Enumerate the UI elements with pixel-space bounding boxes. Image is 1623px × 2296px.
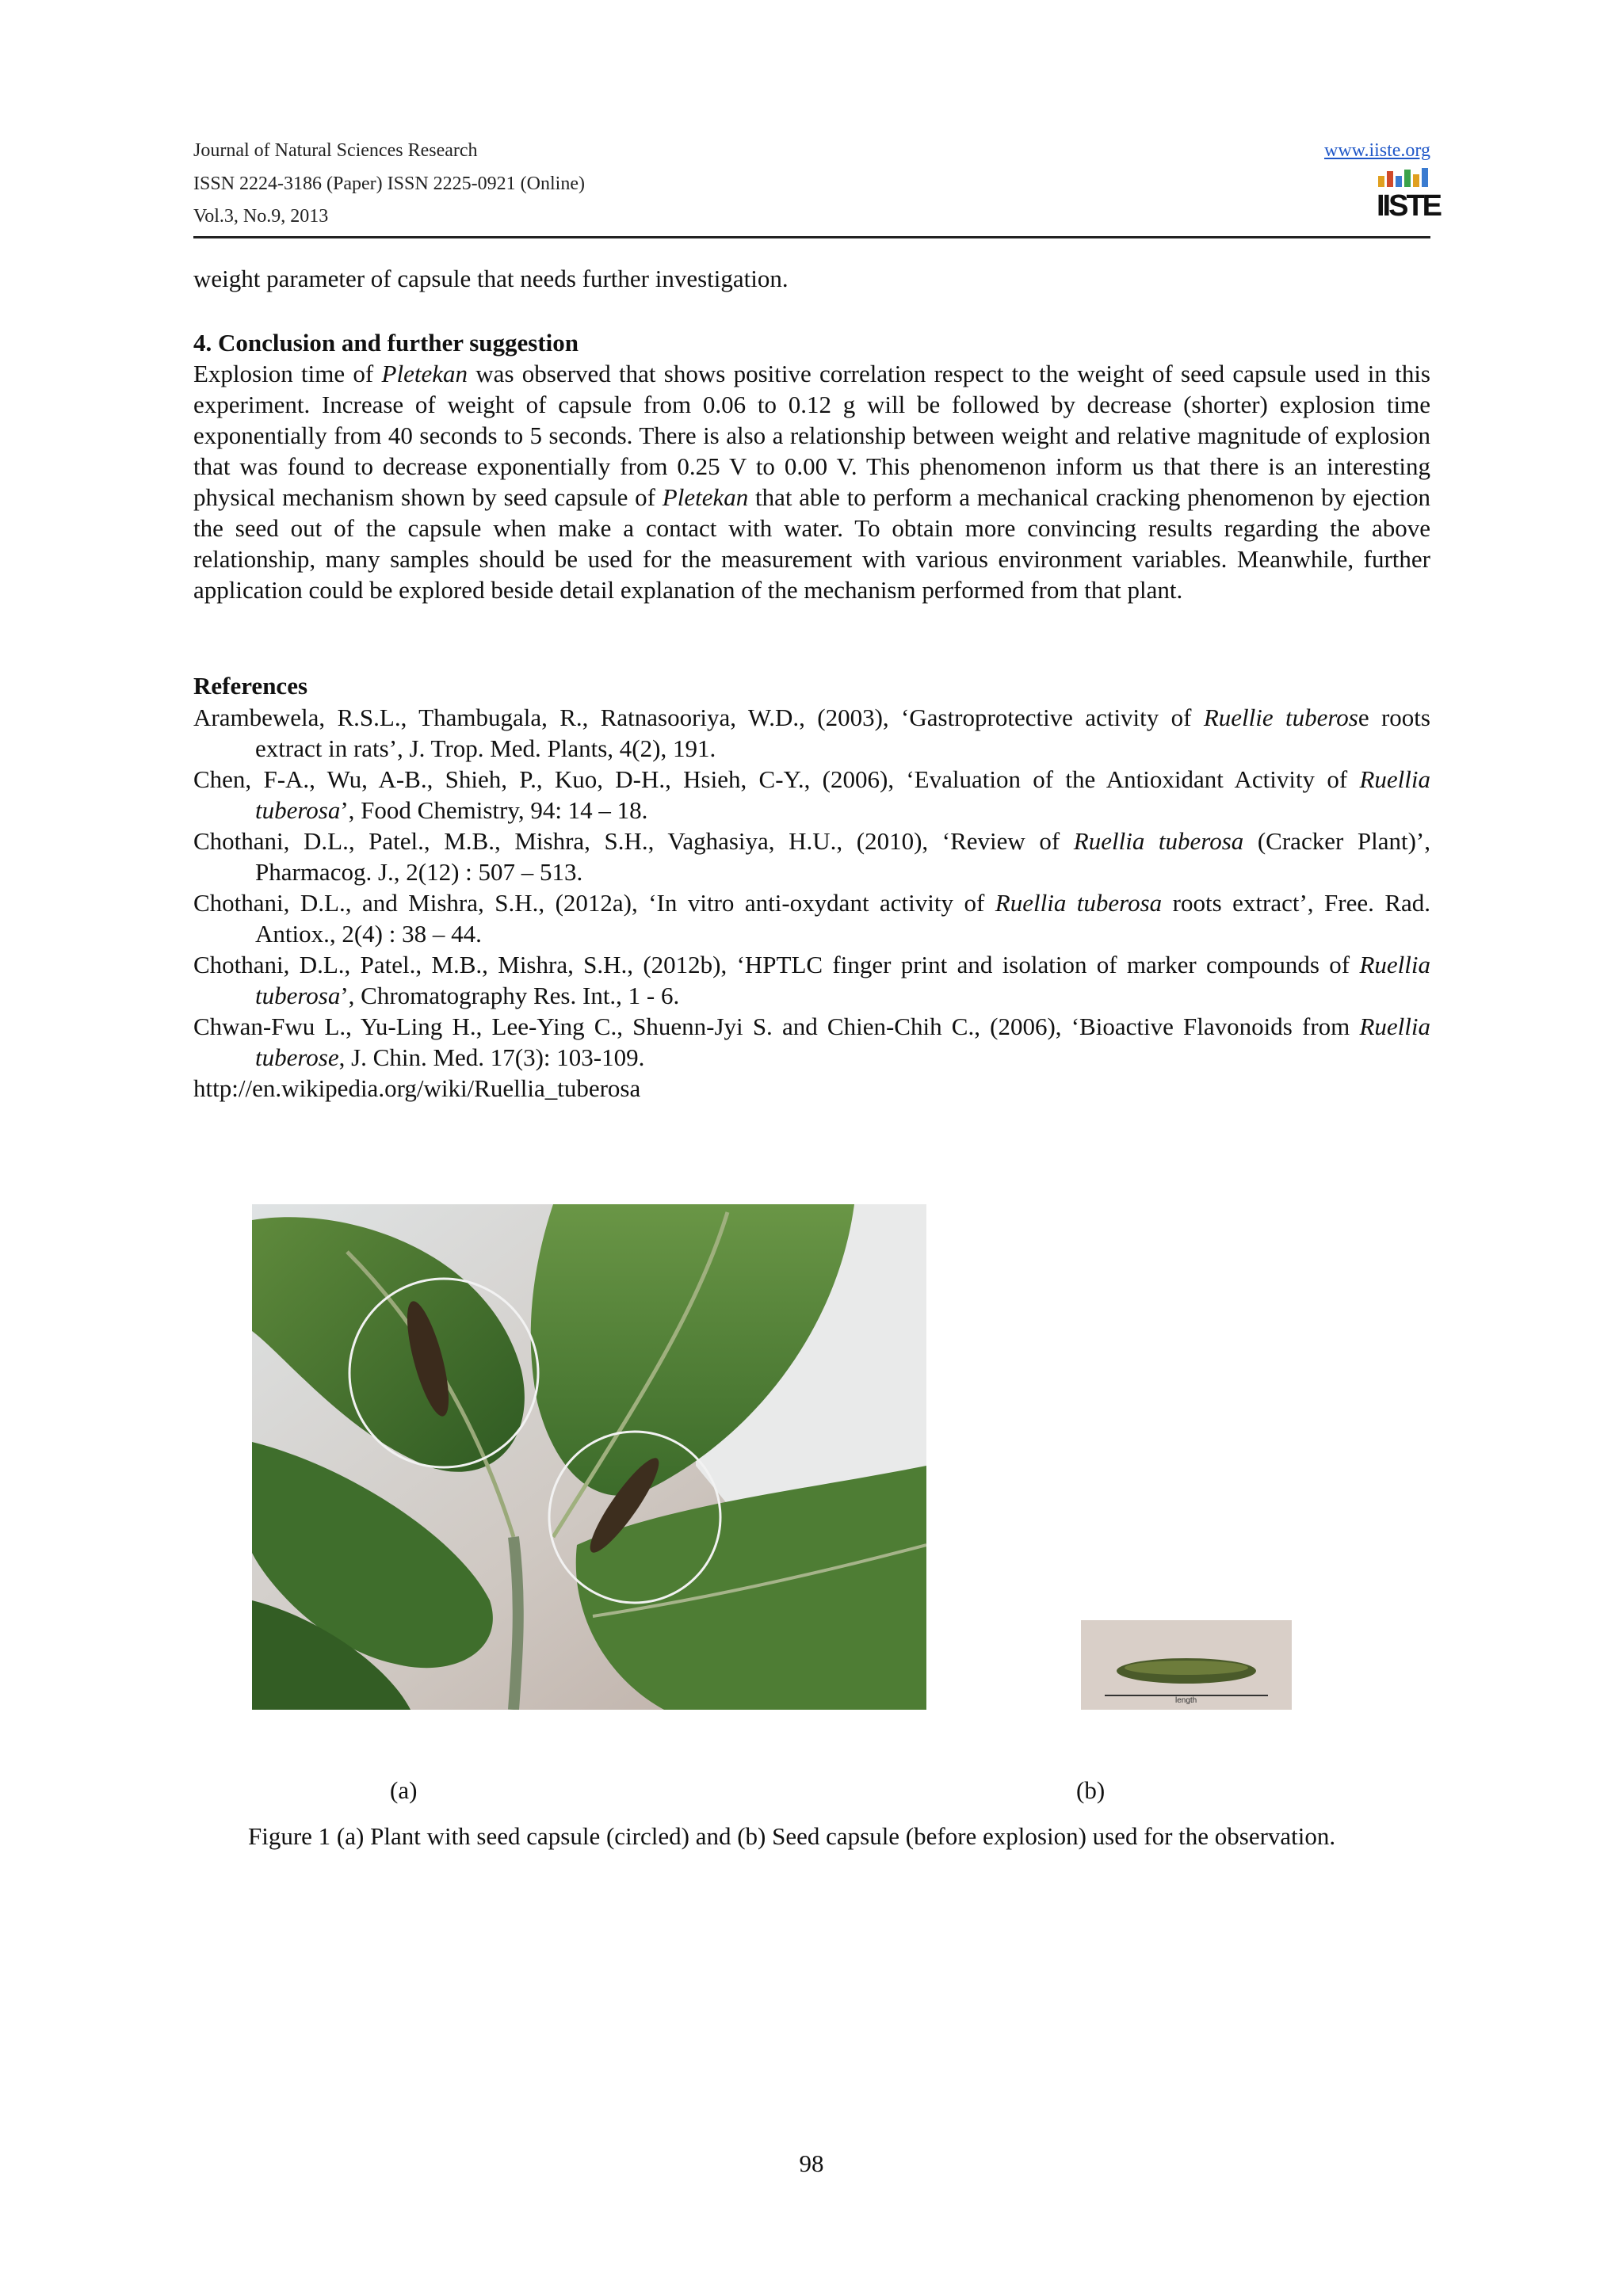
reference-url: http://en.wikipedia.org/wiki/Ruellia_tuberosa [193, 1074, 641, 1102]
figure-label-b: (b) [1076, 1776, 1106, 1804]
length-label: length [1175, 1696, 1197, 1705]
reference-item: Chen, F-A., Wu, A-B., Shieh, P., Kuo, D-H., Hsieh, C-Y., (2006), ‘Evaluation of the Antioxidant Activity of Ruellia tuberosa’, Food Chemistry, 94: 14 – 18. [193, 765, 1430, 824]
figure-a-plant-photo [252, 1204, 926, 1710]
journal-issn: ISSN 2224-3186 (Paper) ISSN 2225-0921 (Online) [193, 174, 585, 194]
reference-item: Chothani, D.L., Patel., M.B., Mishra, S.H., Vaghasiya, H.U., (2010), ‘Review of Ruellia tuberosa (Cracker Plant)’, Pharmacog. J., 2(12) : 507 – 513. [193, 827, 1430, 886]
logo-text: IISTE [1377, 189, 1441, 223]
logo-bars-icon [1378, 168, 1427, 187]
reference-item: Chothani, D.L., Patel., M.B., Mishra, S.H., (2012b), ‘HPTLC finger print and isolation of marker compounds of Ruellia tuberosa’, Chromatography Res. Int., 1 - 6. [193, 951, 1430, 1009]
figure-caption: Figure 1 (a) Plant with seed capsule (circled) and (b) Seed capsule (before explosion) used for the observation. [248, 1822, 1336, 1850]
reference-item: Arambewela, R.S.L., Thambugala, R., Ratnasooriya, W.D., (2003), ‘Gastroprotective activity of Ruellie tuberose roots extract in rats’, J. Trop. Med. Plants, 4(2), 191. [193, 704, 1430, 762]
header-rule [193, 236, 1430, 238]
journal-title: Journal of Natural Sciences Research [193, 140, 478, 161]
section-heading-references: References [193, 672, 308, 700]
conclusion-paragraph: Explosion time of Pletekan was observed that shows positive correlation respect to the weight of seed capsule used in this experiment. Increase of weight of capsule from 0.06 to 0.12 g will be followed by decrease (shorter) explosion time exponentially from 40 seconds to 5 seconds. There is also a relationship between weight and relative magnitude of explosion that was found to decrease exponentially from 0.25 V to 0.00 V. This phenomenon inform us that there is an interesting physical mechanism shown by seed capsule of Pletekan that able to perform a mechanical cracking phenomenon by ejection the seed out of the capsule when make a contact with water. To obtain more convincing results regarding the above relationship, many samples should be used for the measurement with various environment variables. Meanwhile, further application could be explored beside detail explanation of the mechanism performed from that plant. [193, 360, 1430, 604]
reference-item: Chwan-Fwu L., Yu-Ling H., Lee-Ying C., Shuenn-Jyi S. and Chien-Chih C., (2006), ‘Bioactive Flavonoids from Ruellia tuberose, J. Chin. Med. 17(3): 103-109. [193, 1013, 1430, 1071]
section-heading-conclusion: 4. Conclusion and further suggestion [193, 329, 579, 357]
plant-photo-illustration [252, 1204, 926, 1710]
reference-list [193, 702, 1430, 1104]
figure-b-capsule-photo [1081, 1620, 1292, 1710]
intro-line: weight parameter of capsule that needs further investigation. [193, 265, 789, 292]
figure-label-a: (a) [390, 1776, 418, 1804]
reference-item: Chothani, D.L., and Mishra, S.H., (2012a), ‘In vitro anti-oxydant activity of Ruellia tuberosa roots extract’, Free. Rad. Antiox., 2(4) : 38 – 44. [193, 889, 1431, 948]
journal-url-link[interactable]: www.iiste.org [1324, 140, 1430, 161]
page-number: 98 [799, 2149, 824, 2177]
iiste-logo [1377, 168, 1441, 228]
journal-volume: Vol.3, No.9, 2013 [193, 206, 329, 227]
